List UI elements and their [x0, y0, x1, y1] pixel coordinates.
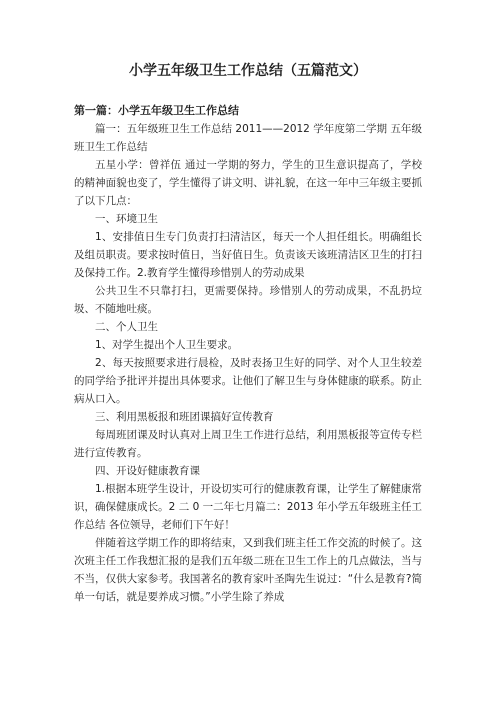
paragraph: 三、利用黑板报和班团课搞好宣传教育 — [95, 411, 274, 423]
paragraph: 五星小学：曾祥伍 通过一学期的努力，学生的卫生意识提高了，学校的精神面貌也变了，学生懂得了讲文明、讲礼貌，在这一年中三年级主要抓了以下几点： — [74, 159, 422, 207]
paragraph: 一、环境卫生 — [95, 213, 158, 225]
paragraph: 篇一：五年级班卫生工作总结 2011——2012 学年度第二学期 五年级班卫生工作总结 — [74, 123, 422, 153]
document-body — [74, 120, 422, 606]
paragraph: 二、个人卫生 — [95, 321, 158, 333]
paragraph: 2、每天按照要求进行晨检，及时表扬卫生好的同学、对个人卫生较差的同学给予批评并提出具体要求。让他们了解卫生与身体健康的联系。防止病从口入。 — [74, 357, 422, 405]
paragraph: 1、安排值日生专门负责打扫清洁区，每天一个人担任组长。明确组长及组员职责。要求按时值日，当好值日生。负责该天该班清洁区卫生的打扫及保持工作。2.教育学生懂得珍惜别人的劳动成果 — [74, 231, 422, 279]
paragraph: 伴随着这学期工作的即将结束，又到我们班主任工作交流的时候了。这次班主任工作我想汇报的是我们五年级二班在卫生工作上的几点做法，当与不当，仅供大家参考。我国著名的教育家叶圣陶先生说过：“什么是教育?简单一句话，就是要养成习惯。”小学生除了养成 — [74, 537, 422, 603]
section-heading: 第一篇：小学五年级卫生工作总结 — [74, 104, 239, 117]
paragraph: 每周班团课及时认真对上周卫生工作进行总结，利用黑板报等宣传专栏进行宣传教育。 — [74, 429, 422, 459]
paragraph: 四、开设好健康教育课 — [95, 465, 200, 477]
paragraph: 1、对学生提出个人卫生要求。 — [95, 339, 239, 351]
paragraph: 公共卫生不只靠打扫，更需要保持。珍惜别人的劳动成果，不乱扔垃圾、不随地吐痰。 — [74, 285, 422, 315]
paragraph: 1.根据本班学生设计，开设切实可行的健康教育课，让学生了解健康常识，确保健康成长。2 二 0 一二年七月篇二：2013 年小学五年级班主任工作总结 各位领导，老师们下午好！ — [74, 483, 422, 531]
document-title: 小学五年级卫生工作总结（五篇范文） — [129, 63, 367, 79]
